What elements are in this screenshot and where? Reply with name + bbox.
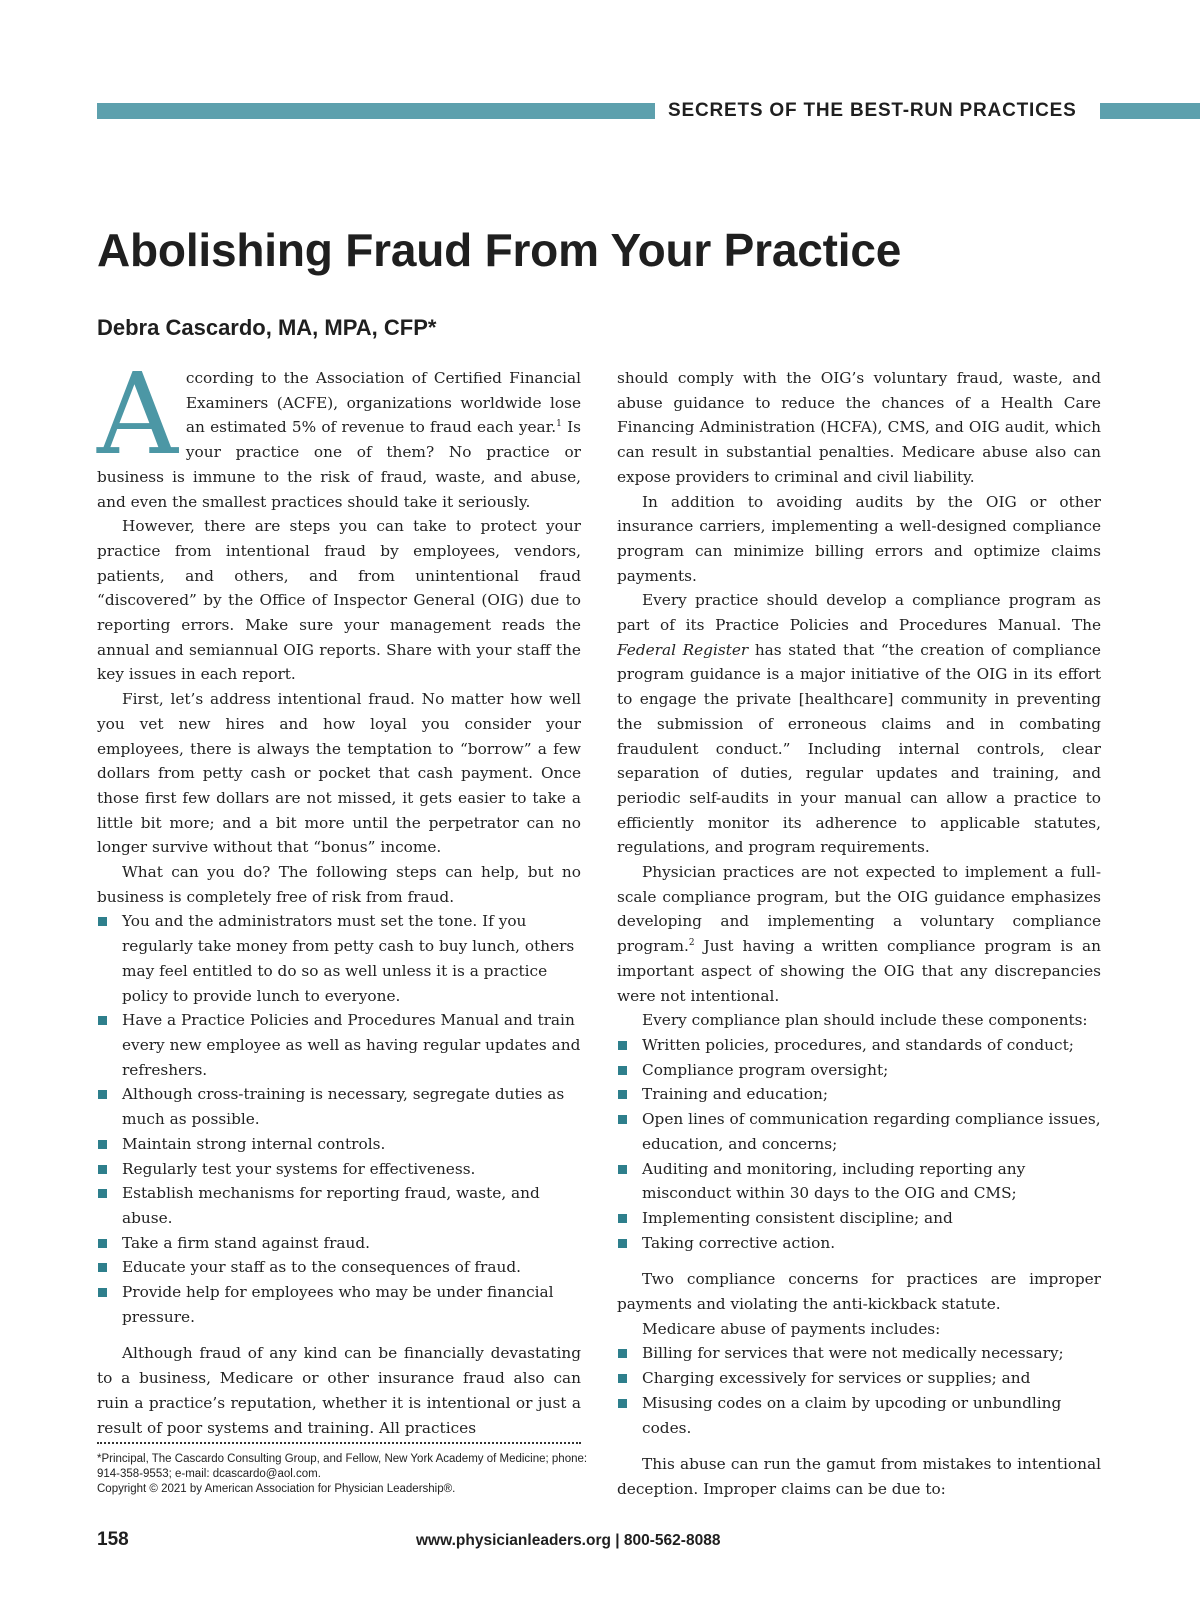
- paragraph: First, let’s address intentional fraud. No matter how well you vet new hires and how loyal you consider your employees, there is always the temptation to “borrow” a few dollars from petty cash or pocket that cash payment. Once those first few dollars are not missed, it gets easier to take a little bit more; and a bit more until the perpetrator can no longer survive without that “bonus” income.: [97, 690, 581, 857]
- medicare-abuse-list: [617, 1341, 1101, 1440]
- list-item: Charging excessively for services or supplies; and: [617, 1366, 1101, 1391]
- list-item: Implementing consistent discipline; and: [617, 1206, 1101, 1231]
- paragraph: Every practice should develop a compliance program as part of its Practice Policies and Procedures Manual. The Federal Register has stated that “the creation of compliance program guidance is a major initiative of the OIG in its effort to engage the private [healthcare] community in preventing the submission of erroneous claims and in combating fraudulent conduct.” Including internal controls, clear separation of duties, regular updates and training, and periodic self-audits in your manual can allow a practice to efficiently monitor its adherence to applicable statutes, regulations, and program requirements.: [617, 591, 1101, 857]
- federal-register-citation: Federal Register: [617, 640, 749, 659]
- square-bullet-icon: [98, 1263, 107, 1272]
- compliance-components-list: [617, 1033, 1101, 1255]
- footer-website-phone: www.physicianleaders.org | 800-562-8088: [416, 1532, 721, 1549]
- square-bullet-icon: [618, 1115, 627, 1124]
- list-item: Although cross-training is necessary, segregate duties as much as possible.: [97, 1082, 581, 1131]
- list-item: Taking corrective action.: [617, 1231, 1101, 1256]
- paragraph: In addition to avoiding audits by the OIG or other insurance carriers, implementing a well-designed compliance program can minimize billing errors and optimize claims payments.: [617, 492, 1101, 585]
- paragraph-intro: According to the Association of Certified Financial Examiners (ACFE), organizations worldwide lose an estimated 5% of revenue to fraud each year.$^1$ Is your practice one of them? No practice or business is immune to the risk of fraud, waste, and abuse, and even the smallest practices should take it seriously.: [97, 350, 581, 511]
- list-item: Billing for services that were not medically necessary;: [617, 1341, 1101, 1366]
- square-bullet-icon: [618, 1349, 627, 1358]
- article-author: Debra Cascardo, MA, MPA, CFP*: [97, 315, 437, 340]
- list-item: Educate your staff as to the consequences of fraud.: [97, 1255, 581, 1280]
- square-bullet-icon: [618, 1214, 627, 1223]
- square-bullet-icon: [618, 1066, 627, 1075]
- square-bullet-icon: [98, 1140, 107, 1149]
- list-item: Take a firm stand against fraud.: [97, 1231, 581, 1256]
- drop-cap: A: [97, 350, 178, 480]
- list-item: Regularly test your systems for effectiveness.: [97, 1157, 581, 1182]
- paragraph: However, there are steps you can take to protect your practice from intentional fraud by employees, vendors, patients, and others, and from unintentional fraud “discovered” by the Office of Inspector General (OIG) due to reporting errors. Make sure your management reads the annual and semiannual OIG reports. Share with your staff the key issues in each report.: [97, 517, 581, 684]
- square-bullet-icon: [98, 1090, 107, 1099]
- fraud-steps-list: [97, 909, 581, 1329]
- paragraph: Physician practices are not expected to implement a full-scale compliance program, but the OIG guidance emphasizes developing and implementing a voluntary compliance program.$^2$ Just having a written compliance program is an important aspect of showing the OIG that any discrepancies were not intentional.: [617, 863, 1101, 1005]
- square-bullet-icon: [98, 1016, 107, 1025]
- footnote-divider: [97, 1442, 581, 1444]
- square-bullet-icon: [618, 1041, 627, 1050]
- list-item: Misusing codes on a claim by upcoding or unbundling codes.: [617, 1391, 1101, 1440]
- paragraph: Although fraud of any kind can be financially devastating to a business, Medicare or other insurance fraud also can ruin a practice’s reputation, whether it is intentional or just a result of poor systems and training. All practices: [97, 1344, 581, 1437]
- page-number: 158: [97, 1529, 129, 1550]
- list-item: Have a Practice Policies and Procedures Manual and train every new employee as well as having regular updates and refreshers.: [97, 1008, 581, 1082]
- square-bullet-icon: [618, 1399, 627, 1408]
- list-item: Maintain strong internal controls.: [97, 1132, 581, 1157]
- list-item: Open lines of communication regarding compliance issues, education, and concerns;: [617, 1107, 1101, 1156]
- list-item: Provide help for employees who may be under financial pressure.: [97, 1280, 581, 1329]
- square-bullet-icon: [98, 917, 107, 926]
- paragraph: This abuse can run the gamut from mistakes to intentional deception. Improper claims can be due to:: [617, 1455, 1101, 1498]
- square-bullet-icon: [98, 1288, 107, 1297]
- left-column: [97, 350, 581, 1437]
- header-rule-right: [1100, 103, 1200, 119]
- article-title: Abolishing Fraud From Your Practice: [97, 224, 902, 276]
- footnote-ref-1: 1: [556, 419, 562, 430]
- paragraph: Every compliance plan should include these components:: [642, 1011, 1088, 1030]
- list-item: Compliance program oversight;: [617, 1058, 1101, 1083]
- paragraph: Medicare abuse of payments includes:: [642, 1319, 941, 1338]
- copyright-note: Copyright © 2021 by American Association for Physician Leadership®.: [97, 1483, 456, 1495]
- square-bullet-icon: [618, 1090, 627, 1099]
- right-column: [617, 366, 1101, 1502]
- author-affiliation-note: *Principal, The Cascardo Consulting Group, and Fellow, New York Academy of Medicine; phone: 914-358-9553; e-mail: dcascardo@aol.com.: [97, 1453, 588, 1480]
- list-item: Written policies, procedures, and standards of conduct;: [617, 1033, 1101, 1058]
- footnote: [97, 1452, 597, 1497]
- square-bullet-icon: [618, 1239, 627, 1248]
- list-item: You and the administrators must set the tone. If you regularly take money from petty cash to buy lunch, others may feel entitled to do so as well unless it is a practice policy to provide lunch to everyone.: [97, 909, 581, 1008]
- square-bullet-icon: [98, 1165, 107, 1174]
- paragraph: Two compliance concerns for practices are improper payments and violating the anti-kickback statute.: [617, 1270, 1101, 1314]
- list-item: Establish mechanisms for reporting fraud, waste, and abuse.: [97, 1181, 581, 1230]
- section-title: SECRETS OF THE BEST-RUN PRACTICES: [668, 100, 1077, 121]
- header-rule-left: [97, 103, 655, 119]
- footnote-ref-2: 2: [688, 938, 695, 949]
- square-bullet-icon: [618, 1374, 627, 1383]
- list-item: Training and education;: [617, 1082, 1101, 1107]
- square-bullet-icon: [618, 1165, 627, 1174]
- paragraph: What can you do? The following steps can help, but no business is completely free of risk from fraud.: [97, 863, 581, 906]
- square-bullet-icon: [98, 1239, 107, 1248]
- square-bullet-icon: [98, 1189, 107, 1198]
- paragraph: should comply with the OIG’s voluntary fraud, waste, and abuse guidance to reduce the chances of a Health Care Financing Administration (HCFA), CMS, and OIG audit, which can result in substantial penalties. Medicare abuse also can expose providers to criminal and civil liability.: [617, 369, 1101, 486]
- list-item: Auditing and monitoring, including reporting any misconduct within 30 days to the OIG and CMS;: [617, 1157, 1101, 1206]
